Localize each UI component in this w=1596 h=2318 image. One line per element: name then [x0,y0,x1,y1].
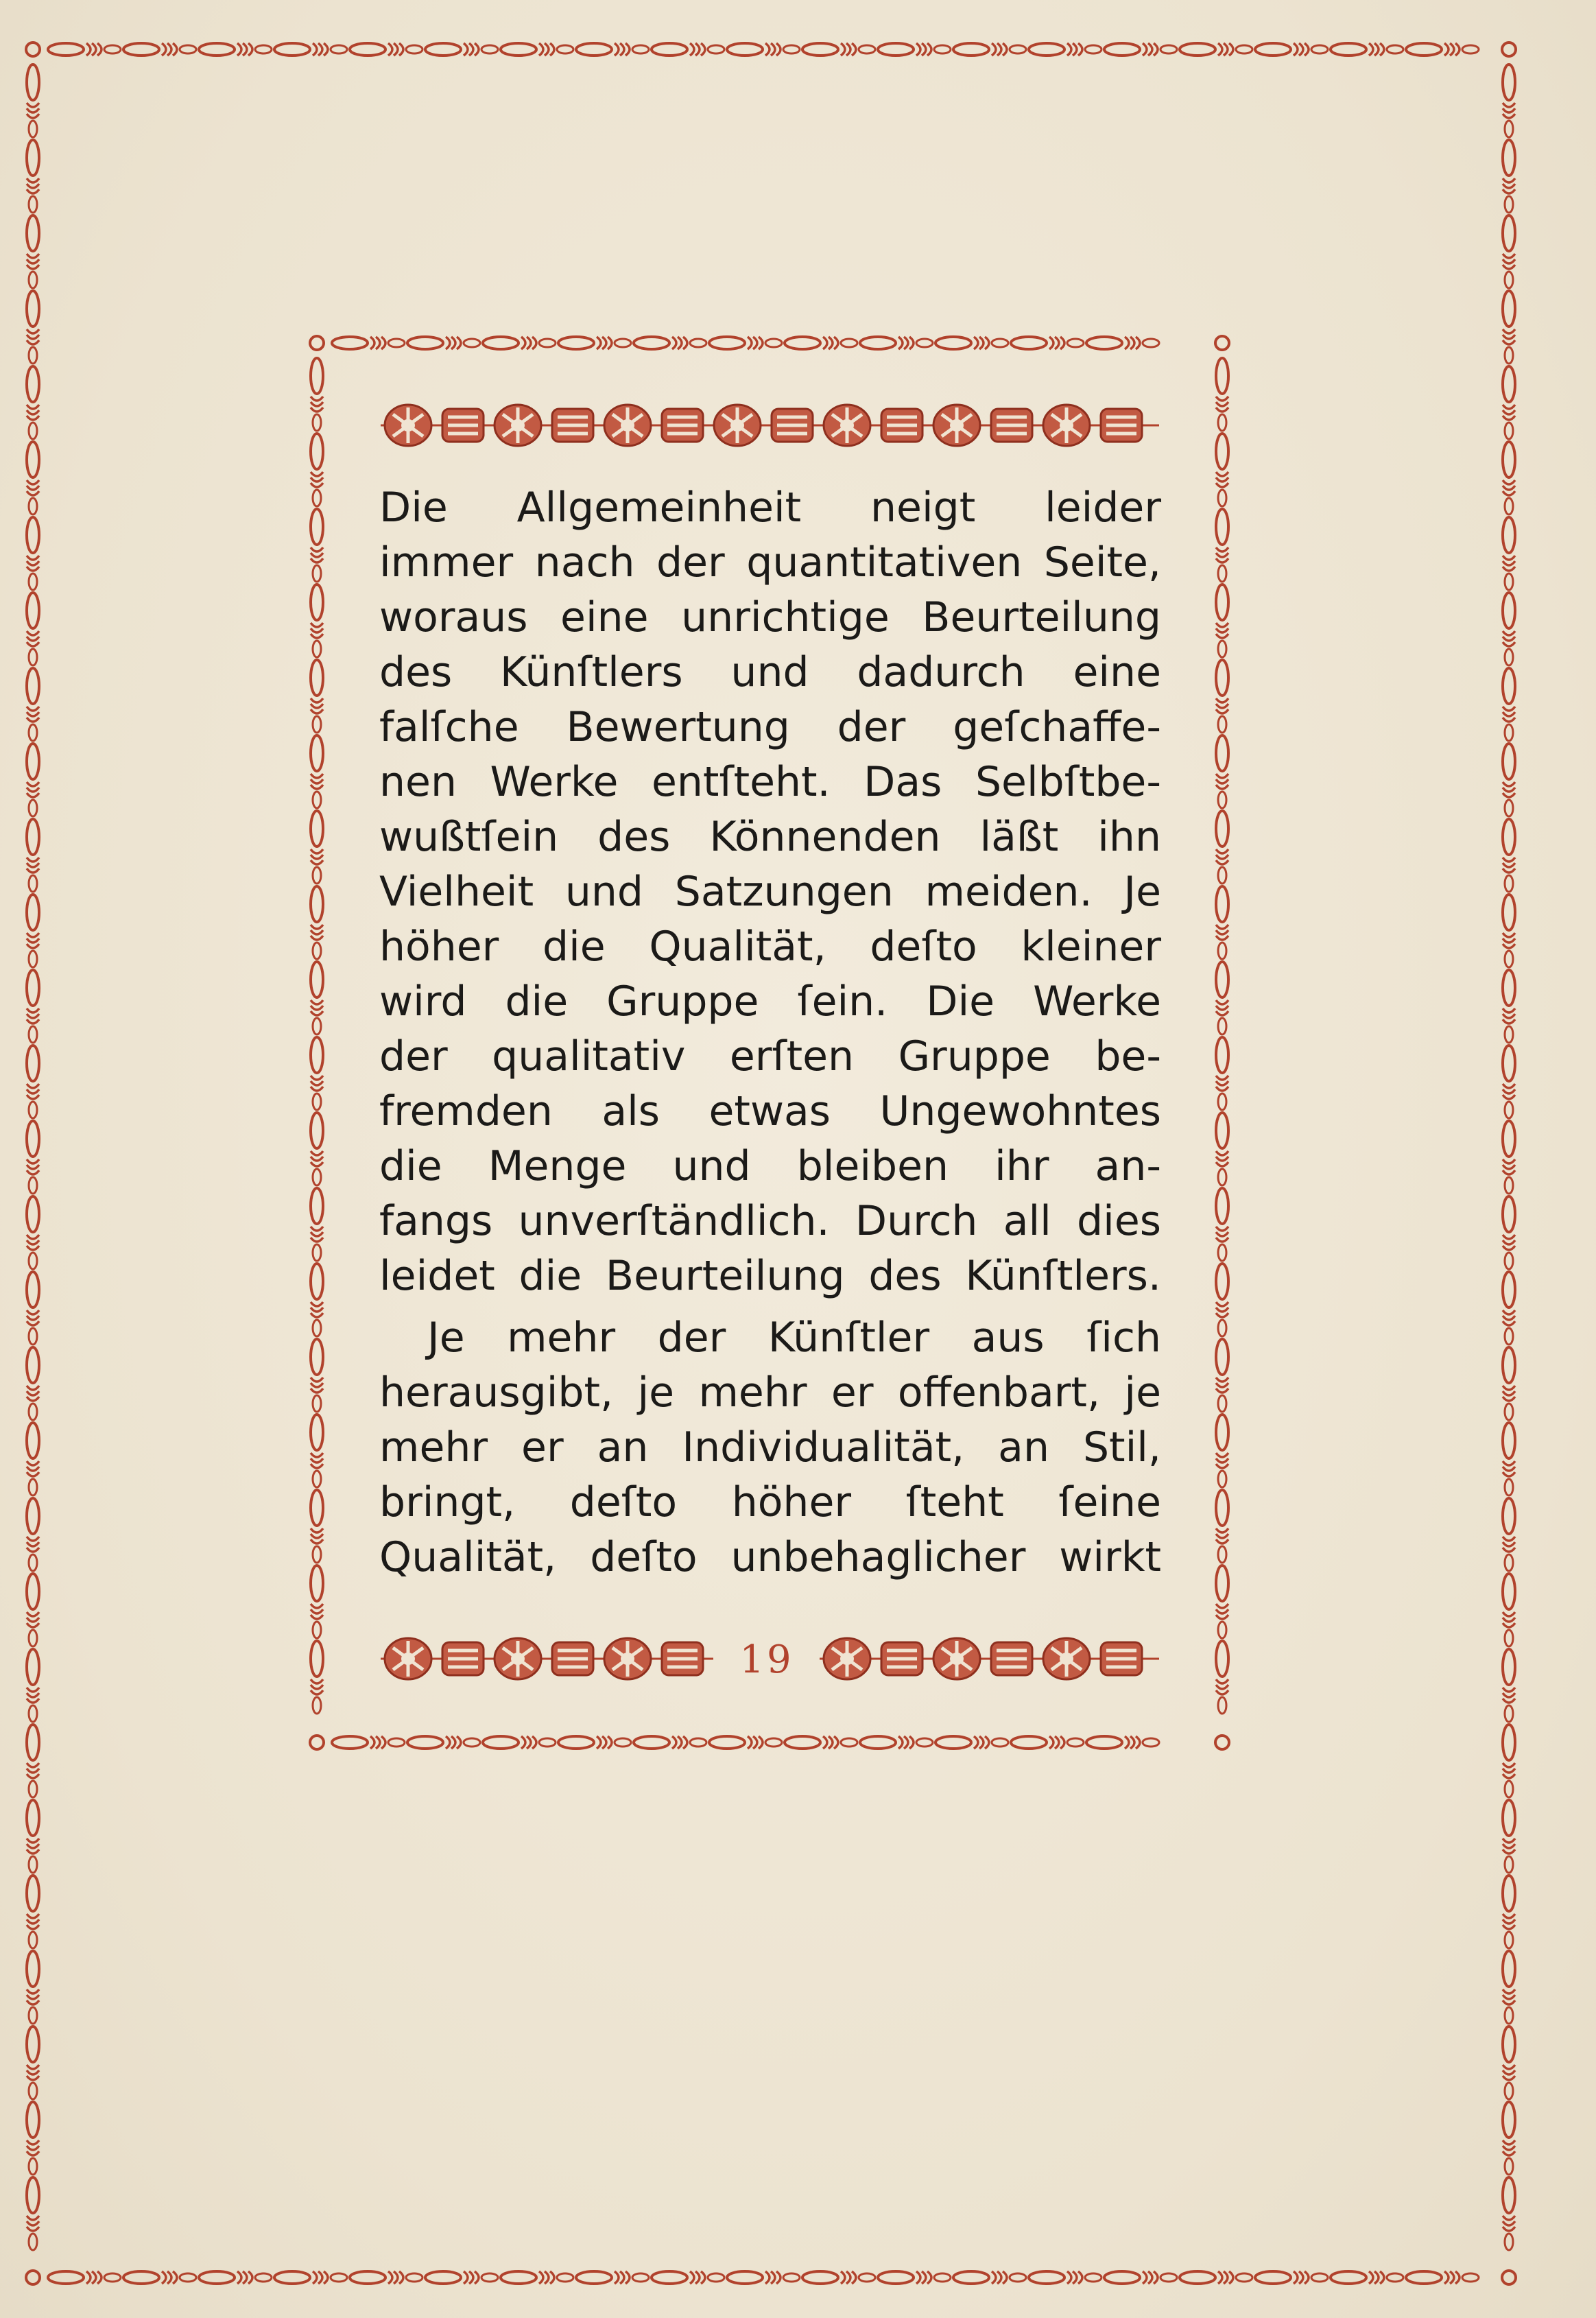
inner-border-right-link [1216,584,1228,657]
outer-border-corner-ornament [26,2271,40,2284]
outer-border-right-link [1503,895,1515,967]
text-line: fangs unverſtändlich. Durch all dies [379,1197,1161,1245]
outer-border-top-link [350,43,422,56]
text-line: Je mehr der Künſtler aus ſich [427,1314,1161,1362]
inner-border-right-link [1216,886,1228,959]
text-line: nen Werke entſteht. Das Selbſtbe- [379,758,1161,806]
inner-border-right-link [1216,509,1228,582]
inner-border-right-link [1216,1264,1228,1336]
text-line: die Menge und bleiben ihr an- [379,1142,1161,1190]
text-line: höher die Qualität, deſto kleiner [379,923,1161,971]
outer-border-left-link [27,1423,39,1495]
bottom-band-right-medallion [881,1642,922,1675]
text-line: Qualität, deſto unbehaglicher wirkt [379,1533,1161,1581]
outer-border-top-link [727,43,800,56]
inner-border-right-link [1216,358,1228,431]
outer-border-top-link [48,43,121,56]
outer-border-left-link [27,366,39,439]
bottom-band-right-medallion [1043,1638,1090,1679]
inner-border-left-link [311,1188,323,1261]
outer-border-bottom-link [1180,2271,1252,2284]
inner-border-right-link [1216,1490,1228,1563]
outer-border-top-link [425,43,498,56]
inner-border-top-link [1086,337,1159,349]
text-line: des Künſtlers und dadurch eine [379,648,1161,696]
top-band-medallion [385,405,431,446]
outer-border-left-link [27,1498,39,1571]
outer-border-bottom-link [501,2271,573,2284]
outer-border-left-link [27,744,39,816]
outer-border-top-link [652,43,724,56]
top-band-medallion [495,405,541,446]
text-line: woraus eine unrichtige Beurteilung [379,593,1161,641]
outer-border-left-link [27,215,39,288]
outer-border-right-link [1503,1423,1515,1495]
outer-border-top-link [1406,43,1479,56]
page-number: 19 [739,1637,794,1682]
outer-border-bottom-link [350,2271,422,2284]
outer-border-left-link [27,819,39,892]
outer-border-right-link [1503,1574,1515,1646]
inner-border-right-link [1216,962,1228,1034]
outer-border-top-link [802,43,875,56]
outer-border-right-link [1503,744,1515,816]
outer-border-right-link [1503,442,1515,515]
top-band-medallion [824,405,870,446]
outer-border-right-link [1503,819,1515,892]
top-band-medallion [1101,409,1142,442]
text-line: der qualitativ erſten Gruppe be- [379,1032,1161,1080]
inner-border-right-link [1216,811,1228,884]
inner-border-right-link [1216,1037,1228,1110]
outer-border-left-link [27,1121,39,1194]
inner-border-left-link [311,434,323,506]
outer-border-right-link [1503,1725,1515,1797]
inner-border-right-link [1216,1339,1228,1412]
inner-border-bottom-link [936,1736,1008,1749]
outer-border-bottom-link [1029,2271,1101,2284]
outer-border-left-link [27,1951,39,2024]
text-line: Die Allgemeinheit neigt leider [379,484,1161,532]
outer-border-top-link [501,43,573,56]
outer-border-right-link [1503,1876,1515,1948]
inner-border-top-link [860,337,933,349]
bottom-band-left-medallion [385,1638,431,1679]
outer-border-left-link [27,1347,39,1420]
bottom-band-right-medallion [1101,1642,1142,1675]
outer-border-left-link [27,970,39,1043]
inner-border-bottom-link [709,1736,782,1749]
inner-border-left-link [311,735,323,808]
top-band-medallion [662,409,703,442]
outer-border-left-link [27,517,39,590]
outer-border-right-link [1503,970,1515,1043]
outer-border-left-link [27,1876,39,1948]
inner-border-right-link [1216,1641,1228,1714]
inner-border-right-link [1216,434,1228,506]
outer-border-left-link [27,1196,39,1269]
outer-border-top-link [123,43,196,56]
inner-border-corner-ornament [1215,336,1229,350]
inner-border-right-link [1216,1113,1228,1185]
inner-border-left-link [311,1641,323,1714]
inner-border-top-link [1011,337,1084,349]
inner-border-left-link [311,1565,323,1638]
outer-border-bottom-link [1406,2271,1479,2284]
inner-border-left-link [311,962,323,1034]
inner-border-left-link [311,1264,323,1336]
outer-border-top-link [1104,43,1177,56]
top-band-medallion [991,409,1032,442]
text-line: bringt, deſto höher ſteht ſeine [379,1478,1161,1526]
text-line: fremden als etwas Ungewohntes [379,1087,1161,1135]
outer-border-bottom-link [878,2271,951,2284]
outer-border-top-link [1029,43,1101,56]
text-line: herausgibt, je mehr er offenbart, je [379,1369,1161,1417]
outer-border-bottom-link [1331,2271,1403,2284]
outer-border-top-link [199,43,272,56]
outer-border-top-link [878,43,951,56]
outer-border-right-link [1503,2177,1515,2250]
outer-border-right-link [1503,1272,1515,1345]
inner-border-left-link [311,1490,323,1563]
outer-border-right-link [1503,593,1515,665]
outer-border-right-link [1503,215,1515,288]
top-band-medallion [714,405,761,446]
outer-border-bottom-link [274,2271,347,2284]
inner-border-left-link [311,509,323,582]
outer-border-right-link [1503,2102,1515,2175]
text-line: immer nach der quantitativen Seite, [379,539,1161,587]
inner-border-right-link [1216,1188,1228,1261]
inner-border-bottom-link [558,1736,631,1749]
bottom-band-right-medallion [824,1638,870,1679]
inner-border-bottom-link [785,1736,857,1749]
outer-border-left-link [27,1574,39,1646]
outer-border-top-link [576,43,649,56]
outer-border-left-link [27,1649,39,1722]
inner-border-top-link [936,337,1008,349]
inner-border-bottom-link [860,1736,933,1749]
inner-border-top-link [785,337,857,349]
outer-border-right-link [1503,668,1515,741]
outer-border-bottom-link [48,2271,121,2284]
outer-border-bottom-link [727,2271,800,2284]
text-line: wußtſein des Könnenden läßt ihn [379,813,1161,861]
top-band-medallion [552,409,593,442]
inner-border-left-link [311,886,323,959]
outer-border-left-link [27,442,39,515]
inner-border-top-link [483,337,556,349]
outer-border-top-link [274,43,347,56]
inner-border-bottom-link [1086,1736,1159,1749]
bottom-band-left-medallion [442,1642,484,1675]
outer-border-left-link [27,2026,39,2099]
outer-border-right-link [1503,1951,1515,2024]
outer-border-left-link [27,1800,39,1873]
top-band-medallion [881,409,922,442]
outer-border-right-link [1503,1196,1515,1269]
inner-border-corner-ornament [1215,1736,1229,1749]
text-line: leidet die Beurteilung des Künſtlers. [379,1252,1161,1300]
outer-border-right-link [1503,2026,1515,2099]
inner-border-corner-ornament [310,336,324,350]
outer-border-bottom-link [123,2271,196,2284]
top-band-medallion [1043,405,1090,446]
outer-border-left-link [27,64,39,137]
top-band-medallion [604,405,651,446]
bottom-band-right-medallion [933,1638,980,1679]
inner-border-right-link [1216,1565,1228,1638]
outer-border-left-link [27,1272,39,1345]
outer-border-left-link [27,140,39,213]
bottom-band-right-medallion [991,1642,1032,1675]
inner-border-top-link [558,337,631,349]
inner-border-left-link [311,358,323,431]
body-text [379,480,1161,1626]
outer-border-left-link [27,668,39,741]
outer-border-left-link [27,895,39,967]
outer-border-top-link [953,43,1026,56]
bottom-band-left-medallion [662,1642,703,1675]
outer-border-right-link [1503,366,1515,439]
outer-border-bottom-link [199,2271,272,2284]
outer-border-left-link [27,593,39,665]
inner-border-left-link [311,1415,323,1487]
text-line: mehr er an Individualität, an Stil, [379,1423,1161,1471]
inner-border-left-link [311,584,323,657]
inner-border-right-link [1216,735,1228,808]
inner-border-top-link [332,337,405,349]
outer-border-right-link [1503,140,1515,213]
text-line: wird die Gruppe ſein. Die Werke [379,978,1161,1026]
outer-border-right-link [1503,1347,1515,1420]
inner-border-corner-ornament [310,1736,324,1749]
outer-border-right-link [1503,1800,1515,1873]
outer-border-bottom-link [953,2271,1026,2284]
bottom-band-left-medallion [552,1642,593,1675]
text-line: falſche Bewertung der geſchaffe- [379,703,1161,751]
outer-border-left-link [27,291,39,364]
outer-border-right-link [1503,1121,1515,1194]
outer-border-right-link [1503,1649,1515,1722]
outer-border-bottom-link [802,2271,875,2284]
outer-border-corner-ornament [1502,43,1516,56]
inner-border-top-link [634,337,706,349]
outer-border-bottom-link [425,2271,498,2284]
outer-border-left-link [27,2177,39,2250]
outer-border-right-link [1503,291,1515,364]
outer-border-left-link [27,1725,39,1797]
outer-border-right-link [1503,1498,1515,1571]
inner-border-left-link [311,660,323,733]
bottom-band-left-medallion [604,1638,651,1679]
inner-border-bottom-link [332,1736,405,1749]
inner-border-right-link [1216,660,1228,733]
inner-border-left-link [311,1339,323,1412]
bottom-band-left-medallion [495,1638,541,1679]
inner-border-bottom-link [1011,1736,1084,1749]
inner-border-top-link [407,337,480,349]
top-band-medallion [442,409,484,442]
outer-border-corner-ornament [1502,2271,1516,2284]
outer-border-left-link [27,2102,39,2175]
outer-border-top-link [1180,43,1252,56]
outer-border-top-link [1331,43,1403,56]
outer-border-bottom-link [1255,2271,1328,2284]
outer-border-right-link [1503,64,1515,137]
text-line: Vielheit und Satzungen meiden. Je [379,868,1161,916]
outer-border-bottom-link [1104,2271,1177,2284]
inner-border-left-link [311,1037,323,1110]
inner-border-left-link [311,811,323,884]
outer-border-corner-ornament [26,43,40,56]
inner-border-bottom-link [634,1736,706,1749]
inner-border-bottom-link [483,1736,556,1749]
top-band-medallion [772,409,813,442]
outer-border-right-link [1503,1045,1515,1118]
outer-border-top-link [1255,43,1328,56]
top-band-medallion [933,405,980,446]
inner-border-right-link [1216,1415,1228,1487]
inner-border-left-link [311,1113,323,1185]
inner-border-bottom-link [407,1736,480,1749]
inner-border-top-link [709,337,782,349]
outer-border-bottom-link [652,2271,724,2284]
outer-border-bottom-link [576,2271,649,2284]
outer-border-left-link [27,1045,39,1118]
outer-border-right-link [1503,517,1515,590]
